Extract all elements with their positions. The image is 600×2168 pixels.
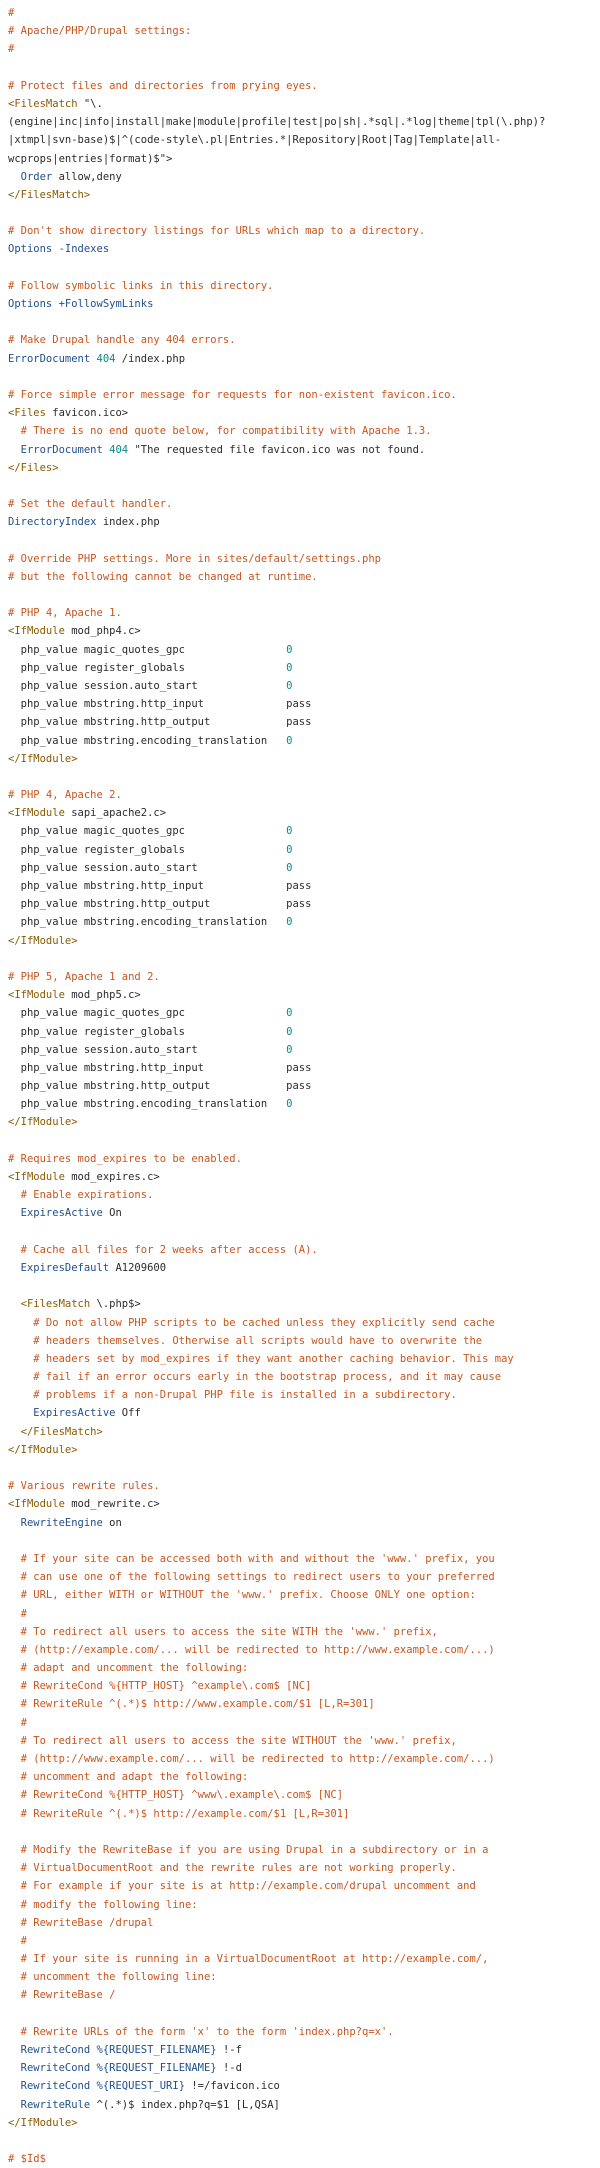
code-token: ExpiresDefault [8,1261,116,1274]
code-token: php_value mbstring.http_output pass [8,716,312,729]
code-token: <IfModule [8,1498,72,1511]
code-token: %{REQUEST_FILENAME} [96,2044,217,2056]
code-token: # Enable expirations. [8,1189,154,1202]
code-token: # If your site can be accessed both with and without the 'www.' prefix, you [8,1552,495,1565]
code-line [8,877,592,895]
code-line [8,2077,592,2095]
code-token: # (http://example.com/... will be redirected to http://www.example.com/...) [8,1643,495,1656]
code-line [8,1095,592,1113]
code-line [8,1113,592,1131]
code-line [8,277,592,295]
code-line [8,1150,592,1168]
code-token: %{REQUEST_FILENAME} [96,2062,217,2075]
code-token: </IfModule> [8,934,78,947]
code-line [8,1386,592,1404]
code-token: # If your site is running in a VirtualDocumentRoot at http://example.com/, [8,1953,489,1966]
code-token: DirectoryIndex [8,516,103,529]
code-line [8,313,592,331]
code-token: # Force simple error message for requests for non-existent favicon.ico. [8,388,457,401]
code-line [8,204,592,222]
code-token: php_value mbstring.http_input pass [8,1061,312,1074]
code-token: # Don't show directory listings for URLs which map to a directory. [8,225,426,238]
code-line [8,1641,592,1659]
code-token: ExpiresActive [8,1407,122,1420]
code-token: 0 [286,825,293,838]
code-token: # Follow symbolic links in this directory. [8,279,274,292]
code-token: </IfModule> [8,2116,78,2129]
code-line [8,441,592,459]
code-token: # adapt and uncomment the following: [8,1662,249,1675]
code-line [8,1859,592,1877]
code-line [8,932,592,950]
code-token: Options [8,243,59,256]
code-token: 0 [286,734,293,747]
code-line [8,259,592,277]
code-line [8,1659,592,1677]
code-token: # RewriteBase / [8,1989,116,2002]
code-line [8,4,592,22]
code-line [8,495,592,513]
code-token: # Modify the RewriteBase if you are using Drupal in a subdirectory or in a [8,1843,489,1856]
code-token: (engine|inc|info|install|make|module|profile|test|po|sh|.*sql|.*log|theme|tpl(\.php)? [8,116,546,129]
code-token: # Apache/PHP/Drupal settings: [8,25,192,38]
code-line [8,568,592,586]
code-token: </FilesMatch> [8,1425,103,1438]
code-line [8,1441,592,1459]
code-token: # problems if a non-Drupal PHP file is installed in a subdirectory. [8,1389,457,1402]
code-token: # but the following cannot be changed at runtime. [8,570,318,583]
code-line [8,1404,592,1422]
code-line [8,150,592,168]
code-token: 0 [286,1043,293,1056]
code-token: php_value register_globals [8,661,287,674]
code-token: php_value magic_quotes_gpc [8,643,287,656]
code-line [8,804,592,822]
code-line [8,1841,592,1859]
code-token: php_value magic_quotes_gpc [8,1007,287,1020]
code-token: 0 [286,643,293,656]
code-token: # Various rewrite rules. [8,1480,160,1493]
code-line [8,1586,592,1604]
code-line [8,1550,592,1568]
code-token: on [109,1516,122,1529]
code-token: On [109,1207,122,1220]
code-line [8,1004,592,1022]
code-token: # Set the default handler. [8,498,173,511]
code-line [8,1277,592,1295]
code-token: <Files [8,407,53,420]
code-token: # [8,1716,27,1729]
code-line [8,240,592,258]
code-line [8,641,592,659]
code-token: php_value mbstring.encoding_translation [8,916,287,929]
code-token: 0 [286,861,293,874]
code-line [8,622,592,640]
code-token: <IfModule [8,807,72,820]
code-token: <IfModule [8,625,72,638]
code-line [8,1623,592,1641]
code-line [8,1204,592,1222]
code-line [8,2150,592,2168]
code-line [8,1968,592,1986]
code-line [8,295,592,313]
code-token: # uncomment and adapt the following: [8,1771,249,1784]
code-line [8,1914,592,1932]
code-token: 0 [286,679,293,692]
code-line [8,1059,592,1077]
code-token: # RewriteCond %{HTTP_HOST} ^example\.com$ [NC] [8,1680,312,1693]
code-line [8,2041,592,2059]
code-token: </Files> [8,461,59,474]
code-line [8,531,592,549]
code-line [8,1568,592,1586]
code-token: \.php$> [96,1298,141,1311]
code-token: # PHP 5, Apache 1 and 2. [8,970,160,983]
code-line [8,1223,592,1241]
code-token: # PHP 4, Apache 1. [8,607,122,620]
code-line [8,1932,592,1950]
code-token: 404 [109,443,129,456]
code-token: php_value register_globals [8,843,287,856]
code-token: </FilesMatch> [8,188,91,201]
code-line [8,2114,592,2132]
code-line [8,1732,592,1750]
code-line [8,1823,592,1841]
code-line [8,1186,592,1204]
code-line [8,786,592,804]
code-line [8,422,592,440]
code-token: <FilesMatch [8,97,84,110]
code-token: # [8,43,15,56]
code-line [8,1986,592,2004]
code-line [8,695,592,713]
code-token: # fail if an error occurs early in the bootstrap process, and it may cause [8,1371,502,1384]
code-token: ^(.*)$ index.php?q=$1 [L,QSA] [96,2098,280,2111]
code-line [8,1459,592,1477]
code-token: !-d [216,2062,242,2075]
code-token: # RewriteBase /drupal [8,1916,154,1929]
code-token: </IfModule> [8,752,78,765]
code-token: php_value mbstring.encoding_translation [8,734,287,747]
code-token: "The requested file favicon.ico was not found. [128,443,426,456]
code-line [8,22,592,40]
code-token: A1209600 [115,1261,167,1274]
code-token: # headers set by mod_expires if they want another caching behavior. This may [8,1352,514,1365]
code-line [8,1041,592,1059]
code-line [8,913,592,931]
code-token: php_value register_globals [8,1025,287,1038]
code-token: 0 [286,916,293,929]
code-line [8,386,592,404]
code-line [8,1259,592,1277]
code-line [8,1805,592,1823]
code-line [8,986,592,1004]
code-line [8,1750,592,1768]
code-line [8,1423,592,1441]
code-token: 0 [286,1007,293,1020]
code-line [8,2096,592,2114]
code-token: 0 [286,843,293,856]
code-token: php_value mbstring.http_input pass [8,698,312,711]
code-token: 0 [286,1098,293,1111]
code-line [8,40,592,58]
code-token: php_value mbstring.encoding_translation [8,1098,287,1111]
code-token: +FollowSymLinks [58,298,154,310]
code-token: 404 [96,352,116,365]
code-token: php_value mbstring.http_output pass [8,1080,312,1093]
code-token: RewriteCond [8,2062,97,2075]
code-line [8,77,592,95]
code-line [8,1477,592,1495]
code-line [8,513,592,531]
code-line [8,1896,592,1914]
code-token: <IfModule [8,1171,72,1183]
code-token: # Do not allow PHP scripts to be cached unless they explicitly send cache [8,1316,495,1329]
code-line [8,350,592,368]
code-line [8,732,592,750]
code-token: # (http://www.example.com/... will be redirected to http://example.com/...) [8,1753,495,1765]
code-token: # For example if your site is at http://example.com/drupal uncomment and [8,1880,476,1893]
code-token: index.php [102,516,160,529]
code-token: # Make Drupal handle any 404 errors. [8,334,236,347]
code-line [8,168,592,186]
code-token: 0 [286,661,293,674]
code-token: ExpiresActive [8,1207,110,1220]
code-token: php_value mbstring.http_output pass [8,898,312,911]
code-token: php_value session.auto_start [8,861,287,874]
code-line [8,1077,592,1095]
code-line [8,604,592,622]
code-token: # [8,7,15,19]
code-line [8,1768,592,1786]
code-line [8,659,592,677]
code-token: Order [8,170,59,183]
code-line [8,1786,592,1804]
code-line [8,186,592,204]
code-token: # Requires mod_expires to be enabled. [8,1152,242,1165]
code-token: </IfModule> [8,1116,78,1129]
code-line [8,968,592,986]
code-token: <FilesMatch [8,1298,97,1311]
code-line [8,950,592,968]
code-token: php_value magic_quotes_gpc [8,825,287,838]
code-line [8,222,592,240]
code-line [8,822,592,840]
code-token: mod_php5.c> [71,989,141,1002]
code-token: # To redirect all users to access the site WITHOUT the 'www.' prefix, [8,1734,457,1747]
code-token: # To redirect all users to access the site WITH the 'www.' prefix, [8,1625,438,1638]
code-line [8,477,592,495]
code-token: mod_expires.c> [71,1171,160,1183]
code-token: mod_php4.c> [71,625,141,638]
code-token: # RewriteRule ^(.*)$ http://example.com/$1 [L,R=301] [8,1807,350,1820]
code-line [8,2005,592,2023]
code-line [8,859,592,877]
code-token: wcprops|entries|format)$"> [8,152,173,165]
code-line [8,1241,592,1259]
code-token: # can use one of the following settings to redirect users to your preferred [8,1571,495,1584]
code-token: ErrorDocument [8,443,110,456]
code-token: sapi_apache2.c> [71,807,167,820]
code-line [8,1350,592,1368]
code-token: Off [121,1407,141,1420]
code-line [8,1695,592,1713]
code-token: # URL, either WITH or WITHOUT the 'www.' prefix. Choose ONLY one option: [8,1589,476,1602]
code-line [8,59,592,77]
code-token: mod_rewrite.c> [71,1498,160,1511]
code-line [8,1368,592,1386]
code-token: # $Id$ [8,2153,46,2166]
code-line [8,895,592,913]
code-token: /index.php [115,352,186,365]
code-line [8,768,592,786]
code-line [8,713,592,731]
code-token: php_value session.auto_start [8,1043,287,1056]
code-line [8,2132,592,2150]
code-line [8,113,592,131]
code-token: !-f [216,2044,242,2056]
code-line [8,586,592,604]
code-token: # uncomment the following line: [8,1971,217,1984]
code-line [8,750,592,768]
code-token: # VirtualDocumentRoot and the rewrite rules are not working properly. [8,1862,457,1875]
code-token: # headers themselves. Otherwise all scripts would have to overwrite the [8,1334,483,1347]
code-line [8,459,592,477]
code-token: |xtmpl|svn-base)$|^(code-style\.pl|Entries.*|Repository|Root|Tag|Template|all- [8,134,502,147]
code-token: -Indexes [58,243,110,256]
code-line [8,331,592,349]
code-token: # Rewrite URLs of the form 'x' to the form 'index.php?q=x'. [8,2025,394,2038]
code-token: # RewriteRule ^(.*)$ http://www.example.com/$1 [L,R=301] [8,1698,375,1711]
code-line [8,2059,592,2077]
code-token: allow,deny [58,170,122,183]
code-line [8,841,592,859]
code-line [8,95,592,113]
code-token: 0 [286,1025,293,1038]
code-line [8,1023,592,1041]
code-token: RewriteCond [8,2044,97,2056]
code-line [8,1495,592,1513]
code-line [8,368,592,386]
code-token: </IfModule> [8,1443,78,1456]
code-line [8,1532,592,1550]
code-line [8,1295,592,1313]
code-token: RewriteCond [8,2080,97,2093]
code-token: # Override PHP settings. More in sites/default/settings.php [8,552,381,565]
code-token: # [8,1607,27,1620]
code-line [8,2023,592,2041]
code-token: favicon.ico> [52,407,129,420]
code-token: # modify the following line: [8,1898,198,1911]
code-line [8,1168,592,1186]
code-token: Options [8,298,59,310]
code-token: # RewriteCond %{HTTP_HOST} ^www\.example\.com$ [NC] [8,1789,344,1802]
code-token: %{REQUEST_URI} [96,2080,186,2093]
code-token: "\. [83,97,103,110]
code-token: RewriteEngine [8,1516,110,1529]
code-token: !=/favicon.ico [185,2080,280,2093]
code-token: php_value mbstring.http_input pass [8,880,312,892]
code-line [8,1514,592,1532]
code-line [8,1332,592,1350]
code-line [8,1605,592,1623]
code-token: # There is no end quote below, for compatibility with Apache 1.3. [8,425,432,438]
code-line [8,1677,592,1695]
code-line [8,1950,592,1968]
code-token: # [8,1934,27,1947]
code-line [8,1877,592,1895]
code-line [8,404,592,422]
code-token: # Protect files and directories from prying eyes. [8,79,318,92]
code-token: RewriteRule [8,2098,97,2111]
code-line [8,1314,592,1332]
code-line [8,1714,592,1732]
code-token: <IfModule [8,989,72,1002]
code-line [8,131,592,149]
code-token: php_value session.auto_start [8,679,287,692]
code-line [8,677,592,695]
code-line [8,550,592,568]
code-token: ErrorDocument [8,352,97,365]
code-token: # PHP 4, Apache 2. [8,789,122,802]
code-line [8,1132,592,1150]
code-token: # Cache all files for 2 weeks after access (A). [8,1243,318,1256]
